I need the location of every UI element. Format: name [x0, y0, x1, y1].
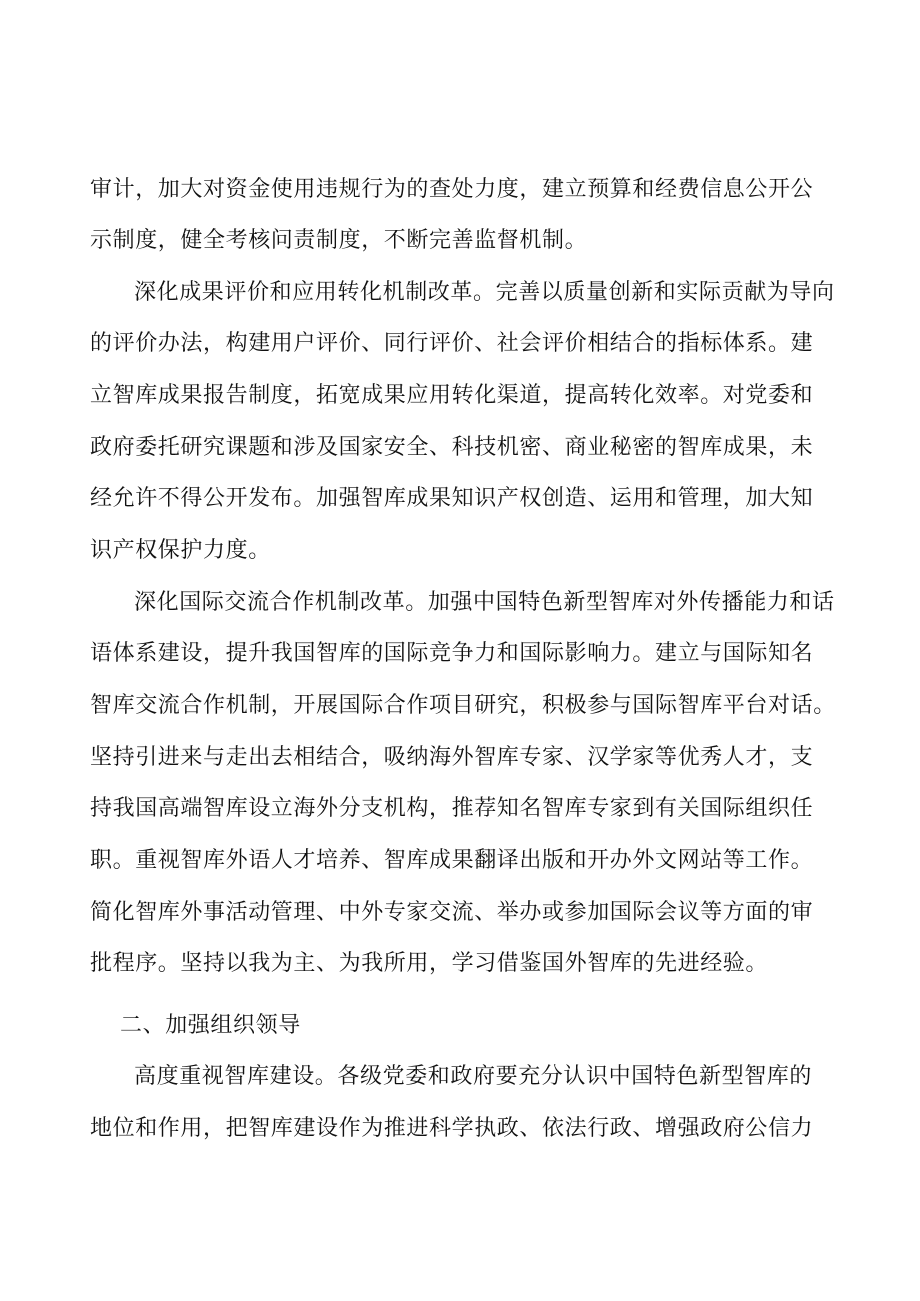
- text-line: 识产权保护力度。: [90, 538, 271, 563]
- text-line: 的评价办法，构建用户评价、同行评价、社会评价相结合的指标体系。建: [90, 331, 814, 356]
- paragraph-start-line: 高度重视智库建设。各级党委和政府要充分认识中国特色新型智库的: [134, 1064, 813, 1089]
- text-line: 简化智库外事活动管理、中外专家交流、举办或参加国际会议等方面的审: [90, 900, 814, 925]
- text-line: 职。重视智库外语人才培养、智库成果翻译出版和开办外文网站等工作。: [90, 848, 814, 873]
- text-line: 坚持引进来与走出去相结合，吸纳海外智库专家、汉学家等优秀人才，支: [90, 745, 814, 770]
- text-line: 持我国高端智库设立海外分支机构，推荐知名智库专家到有关国际组织任: [90, 796, 814, 821]
- text-line: 政府委托研究课题和涉及国家安全、科技机密、商业秘密的智库成果，未: [90, 435, 814, 460]
- paragraph-start-line: 深化成果评价和应用转化机制改革。完善以质量创新和实际贡献为导向: [134, 280, 835, 305]
- text-line: 经允许不得公开发布。加强智库成果知识产权创造、运用和管理，加大知: [90, 486, 814, 511]
- text-line: 立智库成果报告制度，拓宽成果应用转化渠道，提高转化效率。对党委和: [90, 383, 814, 408]
- text-line: 地位和作用，把智库建设作为推进科学执政、依法行政、增强政府公信力: [90, 1116, 814, 1141]
- text-line: 批程序。坚持以我为主、为我所用，学习借鉴国外智库的先进经验。: [90, 951, 769, 976]
- text-line: 智库交流合作机制，开展国际合作项目研究，积极参与国际智库平台对话。: [90, 693, 836, 718]
- paragraph-start-line: 深化国际交流合作机制改革。加强中国特色新型智库对外传播能力和话: [134, 590, 835, 615]
- section-heading: 二、加强组织领导: [120, 1013, 301, 1038]
- text-line: 示制度，健全考核问责制度，不断完善监督机制。: [90, 228, 588, 253]
- text-line: 语体系建设，提升我国智库的国际竞争力和国际影响力。建立与国际知名: [90, 641, 814, 666]
- text-line: 审计，加大对资金使用违规行为的查处力度，建立预算和经费信息公开公: [90, 177, 814, 202]
